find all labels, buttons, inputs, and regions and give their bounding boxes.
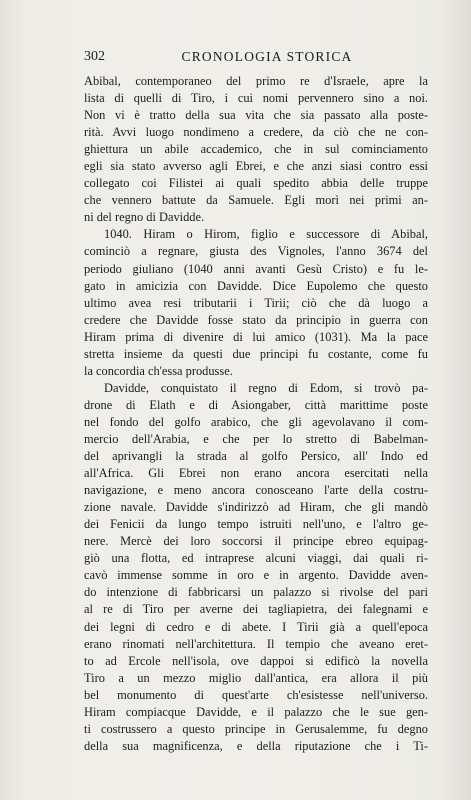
text-line: rità. Avvi luogo nondimeno a credere, da ciò che ne con- xyxy=(84,125,428,140)
text-line: cominciò a regnare, giusta des Vignoles, l'anno 3674 del xyxy=(84,244,428,259)
text-line: Hiram compiacque Davidde, e il palazzo che le sue gen- xyxy=(84,704,428,719)
text-line: nel fondo del golfo arabico, che gli agevolavano il com- xyxy=(84,414,428,429)
text-line: zione navale. Davidde s'indirizzò ad Hiram, che gli mandò xyxy=(84,500,428,515)
text-line: all'Africa. Gli Ebrei non erano ancora esercitati nella xyxy=(84,466,428,481)
text-line: ti costrussero a questo principe in Gerusalemme, fu degno xyxy=(84,721,428,736)
text-line: navigazione, e meno ancora conosceano l'arte della costru- xyxy=(84,483,428,498)
text-line: mercio dell'Arabia, e che per lo stretto di Babelman- xyxy=(84,431,428,446)
text-line: periodo giuliano (1040 anni avanti Gesù Cristo) e fu le- xyxy=(84,261,428,276)
running-title: CRONOLOGIA STORICA xyxy=(181,49,353,64)
text-line: cavò immense somme in oro e in argento. Davidde aven- xyxy=(84,568,428,583)
paragraph-davidde xyxy=(84,380,428,755)
text-line: della sua magnificenza, e della riputazione che i Ti- xyxy=(84,738,428,753)
page-number: 302 xyxy=(84,49,105,64)
body-text xyxy=(84,73,428,755)
text-line: erano rinomati nell'architettura. Il tempio che aveano eret- xyxy=(84,636,428,651)
text-line: del aprivangli la strada al golfo Persico, all' Indo ed xyxy=(84,449,428,464)
text-line: do intenzione di fabbricarsi un palazzo si rivolse del pari xyxy=(84,585,428,600)
page-header xyxy=(84,49,428,69)
text-line: ni del regno di Davidde. xyxy=(84,210,205,225)
text-line: giò una flotta, ed intraprese alcuni viaggi, dai quali ri- xyxy=(84,551,428,566)
text-line: 1040. Hiram o Hirom, figlio e successore di Abibal, xyxy=(104,227,428,242)
text-line: egli sia stato avverso agli Ebrei, e che anzi siasi contro essi xyxy=(84,159,428,174)
text-line: dei Fenicii da lungo tempo istruiti nell'uno, e l'altro ge- xyxy=(84,517,428,532)
text-line: ghiettura un abile accademico, che in sul cominciamento xyxy=(84,142,428,157)
text-line: bel monumento di quest'arte ch'esistesse nell'universo. xyxy=(84,687,428,702)
text-line: stretta insieme da questi due principi fu costante, come fu xyxy=(84,346,428,361)
paragraph-hiram xyxy=(84,226,428,379)
text-line: ultimo avea resi tributarii i Tirii; ciò che dà luogo a xyxy=(84,295,428,310)
paragraph-abibal xyxy=(84,73,428,226)
text-line: nere. Mercè dei loro soccorsi il principe ebreo equipag- xyxy=(84,534,428,549)
text-line: drone di Elath e di Asiongaber, città marittime poste xyxy=(84,397,428,412)
text-line: credere che Davidde fosse stato da principio in guerra con xyxy=(84,312,428,327)
text-line: collegato coi Filistei ai quali spedito abbia delle truppe xyxy=(84,176,428,191)
text-line: lista di quelli di Tiro, i cui nomi pervennero sino a noi. xyxy=(84,91,428,106)
text-line: dei legni di cedro e di abete. I Tirii già a quell'epoca xyxy=(84,619,428,634)
text-line: Hiram prima di divenire di lui amico (1031). Ma la pace xyxy=(84,329,428,344)
text-line: Tiro a un mezzo miglio dall'antica, era allora il più xyxy=(84,670,428,685)
text-line: Non vi è tratto della sua vita che sia passato alla poste- xyxy=(84,108,428,123)
text-line: to ad Ercole nell'isola, ove dappoi si edificò la novella xyxy=(84,653,428,668)
text-line: al re di Tiro per averne dei tagliapietra, dei falegnami e xyxy=(84,602,428,617)
text-line: che vennero battute da Samuele. Egli morì nei primi an- xyxy=(84,193,428,208)
text-line: la concordia ch'essa produsse. xyxy=(84,363,233,378)
text-line: gato in amicizia con Davidde. Dice Eupolemo che questo xyxy=(84,278,428,293)
text-line: Abibal, contemporaneo del primo re d'Israele, apre la xyxy=(84,74,428,88)
text-line: Davidde, conquistato il regno di Edom, si trovò pa- xyxy=(104,380,428,395)
